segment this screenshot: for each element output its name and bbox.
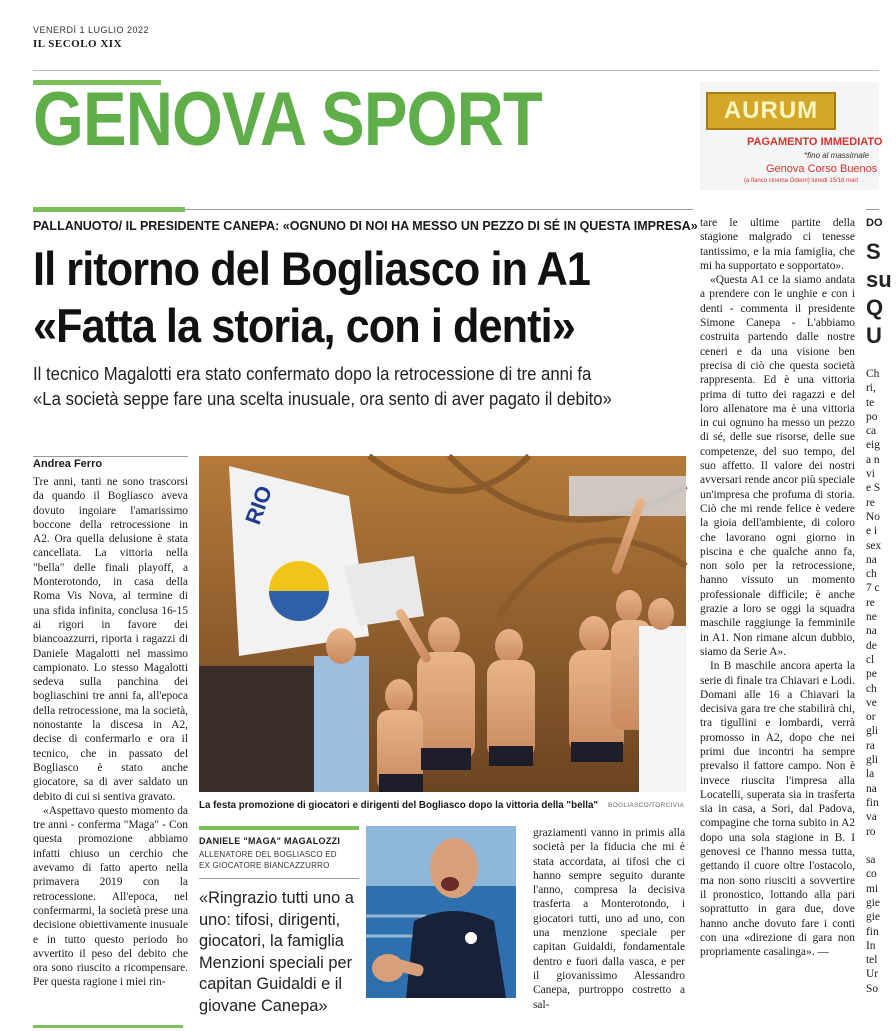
side-article-line: No (866, 510, 880, 523)
side-article-body (866, 367, 896, 996)
side-article-line: fin (866, 796, 879, 809)
photo-caption: La festa promozione di giocatori e dirigenti del Bogliasco dopo la vittoria della "bella" (199, 800, 599, 811)
side-article-line: fin (866, 925, 879, 938)
side-article-rule (866, 209, 879, 210)
side-article-line: ro (866, 825, 876, 838)
headline-line-1: Il ritorno del Bogliasco in A1 (33, 242, 591, 295)
photo-credit: BOGLIASCO/TORCIVIA (608, 802, 685, 809)
advertisement[interactable] (700, 82, 883, 190)
side-article-line: pe (866, 668, 877, 681)
paragraph: Tre anni, tanti ne sono trascorsi da quando il Bogliasco aveva dovuto ingoiare l'amarissimo boccone della retrocessione in A2. Ora quella delusione è stata cancellata. La vittoria nella "bella" delle finali playoff, a Monterotondo, in casa della Roma Vis Nova, al termine di una sfida infinita, conclusa 16-15 ai rigori in favore dei biancoazzurri, riporta i ragazzi di Daniele Magalotti nel massimo campionato. Lo stesso Magalotti sedeva sulla panchina dei bogliaschini tre anni fa, all'epoca della retrocessione, ma la società, nonostante la discesa in A2, decise di confermarlo e ora il tecnico, che in passato del Bogliasco è stato anche giocatore, sa di aver saldato un debito di cui si sentiva gravato. (33, 476, 188, 803)
side-article-line: ca (866, 425, 877, 438)
side-article-line: gie (866, 911, 880, 924)
side-article-line: de (866, 639, 877, 652)
side-headline-line: S (866, 239, 881, 264)
article-accent-bar (33, 207, 185, 212)
side-article-line: re (866, 496, 875, 509)
byline: Andrea Ferro (33, 458, 103, 470)
paragraph: tare le ultime partite della stagione malgrado ci tenesse tantissimo, e la mia famiglia, che mi ha supportato e sopportato». (700, 217, 855, 272)
side-article-line: e S (866, 482, 881, 495)
side-headline-line: U (866, 323, 882, 348)
side-article-line: 7 c (866, 582, 880, 595)
paragraph: graziamenti vanno in primis alla società per la fiducia che mi è stata accordata, ai tifosi che ci hanno sempre seguito durante l'anno, compresa la decisiva trasferta a Monterotondo, i giocatori tutti, uno ad uno, con una menzione speciale per capitan Guidaldi, fondamentale dentro e fuori dalla vasca, e per il giovanissimo Alessandro Canepa, purtroppo costretto a sal- (533, 827, 685, 1011)
side-article-line: la (866, 768, 875, 781)
side-article-line: co (866, 868, 877, 881)
side-article-line: ri, (866, 382, 876, 395)
newspaper-name: IL SECOLO XIX (33, 38, 123, 50)
quote-rule (199, 878, 359, 879)
paragraph: «Questa A1 ce la siamo andata a prendere con le unghie e con i denti - commenta il presidente Simone Canepa - L'abbiamo costruita partendo dalle nostre ceneri e da una visione ben precisa di ciò che questa società rappresenta. Ed è una vittoria prima di tutto dei ragazzi e del loro allenatore ma è una vittoria in cui ognuno ha messo un pezzo di sé, delle sue risorse, delle sue competenze, del suo tempo, del suo affetto. Il valore dei nostri avversari rende ancor più speciale un'impresa che profuma di storia. Ciò che mi rende felice è vedere la gioia dell'ambiente, di coloro che lavorano ogni giorno in piscina e che qualche anno fa, non solo per la retrocessione, hanno vissuto un momento professionale difficile; è anche grazie a loro se oggi la squadra maschile raggiunge la femminile in A1. Non rimane alcun dubbio, siamo da Serie A». (700, 274, 855, 658)
article-deck (33, 362, 612, 412)
article-column-2 (533, 826, 685, 1011)
side-article-line: ve (866, 696, 877, 709)
celebration-photo-illustration (199, 456, 686, 792)
side-article-line (866, 839, 896, 853)
side-article-line: e i (866, 525, 878, 538)
ad-hours: (a fianco cinema Odeon) lunedì 15/18 mart (744, 178, 859, 184)
issue-date: VENERDÌ 1 LUGLIO 2022 (33, 25, 150, 35)
side-article-line: gli (866, 725, 879, 738)
side-article-line: ra (866, 739, 875, 752)
side-article-line: po (866, 410, 878, 423)
article-rule (185, 209, 693, 210)
side-article-line: gli (866, 754, 879, 767)
side-article-headline (866, 238, 896, 350)
paragraph: In B maschile ancora aperta la serie di finale tra Chiavari e Lodi. Domani alle 16 a Chiavari la decisiva gara tre che stabilirà chi, tra tigullini e lombardi, verrà promosso in A2, dopo che nei primi due incontri ha sempre prevalso il fattore campo. Non è invece riuscita l'impresa alla Locatelli, superata sia in trasferta sia in casa, a Sori, dal Padova, compagine che torna subito in A2 dopo una sola stagione in B. I genovesi ce l'hanno messa tutta, gettando il cuore oltre l'ostacolo, ma non sono riusciti a sovvertire il pronostico, lottando alla pari soprattutto in gara due, dove hanno anche dovuto fare i conti con una «direzione di gara non propriamente casalinga». — (700, 660, 855, 959)
ad-location: Genova Corso Buenos (766, 163, 878, 175)
side-article-line: vi (866, 468, 875, 481)
headline-line-2: «Fatta la storia, con i denti» (33, 299, 575, 352)
side-article-line: Ur (866, 968, 879, 981)
paragraph: «Aspettavo questo momento da tre anni - conferma "Maga" - Con questa promozione abbiamo infatti chiuso un cerchio che avevamo di fatto aperto nella primavera 2019 con la retrocessione. All'epoca, nel confermarmi, la società prese una decisione obiettivamente inusuale e in tutto questo periodo ho avvertito il peso del debito che ora sono riuscito a ricompensare. Per questa ragione i miei rin- (33, 804, 188, 989)
side-article-line: mi (866, 882, 879, 895)
footer-accent-bar (33, 1025, 183, 1028)
side-article-line: na (866, 782, 877, 795)
side-article-kicker: DO (866, 217, 883, 229)
quote-speaker-role: ALLENATORE DEL BOGLIASCO ED EX GIOCATORE BIANCAZZURRO (199, 850, 337, 870)
side-article-line: ch (866, 568, 877, 581)
deck-line-1: Il tecnico Magalotti era stato confermato dopo la retrocessione di tre anni fa (33, 364, 592, 384)
side-article-line: va (866, 811, 877, 824)
byline-rule (33, 456, 188, 457)
article-headline (33, 240, 659, 354)
side-article-line: ne (866, 611, 877, 624)
side-article-line: te (866, 396, 875, 409)
ad-headline: PAGAMENTO IMMEDIATO (747, 136, 883, 148)
quote-accent-bar (199, 826, 359, 830)
svg-text:RIO: RIO (240, 482, 278, 528)
side-article-line: sa (866, 854, 876, 867)
side-article-line: na (866, 553, 877, 566)
side-article-line: So (866, 982, 879, 995)
masthead-rule (33, 70, 879, 71)
side-article-line: re (866, 596, 875, 609)
side-article-line: or (866, 711, 876, 724)
pull-quote: «Ringrazio tutti uno a uno: tifosi, dirigenti, giocatori, la famiglia Menzioni speciali per capitan Guidaldi e il giovane Canepa» (199, 889, 354, 1015)
coach-portrait-photo (366, 826, 516, 998)
side-headline-line: su (866, 267, 892, 292)
quote-speaker-name: DANIELE "MAGA" MAGALOZZI (199, 836, 341, 846)
section-title: GENOVA SPORT (33, 77, 542, 162)
side-headline-line: Q (866, 295, 884, 320)
side-article-line: tel (866, 954, 878, 967)
deck-line-2: «La società seppe fare una scelta inusuale, ora sento di aver pagato il debito» (33, 389, 612, 409)
side-article-line: a n (866, 453, 880, 466)
article-kicker: PALLANUOTO/ IL PRESIDENTE CANEPA: «OGNUNO DI NOI HA MESSO UN PEZZO DI SÉ IN QUESTA IMPRESA» (33, 219, 698, 233)
team-celebration-photo (199, 456, 686, 792)
side-article-line: sex (866, 539, 882, 552)
side-article-line: eig (866, 439, 880, 452)
coach-portrait-illustration (366, 826, 516, 998)
article-column-1 (33, 475, 188, 1003)
side-article-line: In (866, 939, 876, 952)
side-article-line: gie (866, 896, 880, 909)
side-article-line: cl (866, 653, 875, 666)
side-article-line: ch (866, 682, 877, 695)
side-article-line: na (866, 625, 877, 638)
ad-note: *fino al massimale (804, 151, 869, 160)
ad-brand-logo: AURUM (706, 92, 836, 130)
side-article-line: Ch (866, 368, 880, 380)
article-column-3 (700, 216, 855, 1006)
